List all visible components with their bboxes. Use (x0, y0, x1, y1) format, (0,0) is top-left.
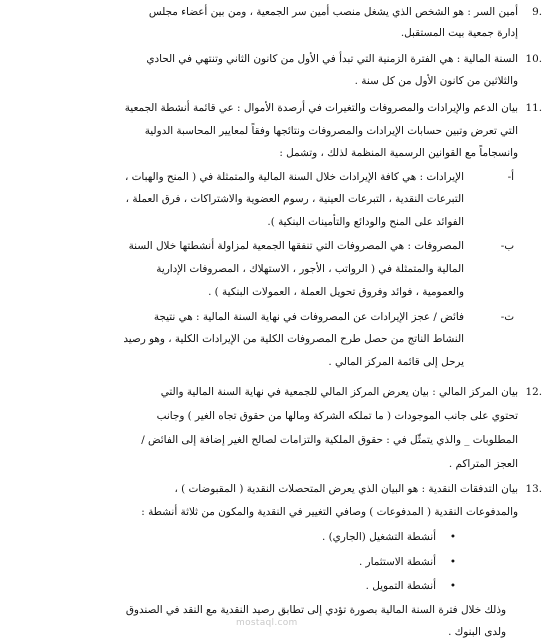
activity-financing: أنشطة التمويل . (365, 580, 436, 592)
item-12-line-2: تحتوي على جانب الموجودات ( ما تملكه الشركة ومالها من حقوق تجاه الغير ) وجانب (156, 410, 518, 422)
activity-investing: أنشطة الاستثمار . (358, 556, 436, 568)
sub-item-label: ت- (500, 311, 514, 323)
sub-item-label: ب- (500, 240, 514, 252)
sub-b-line-3: والعمومية ، فوائد وفروق تحويل العملة ، العمولات البنكية ) . (208, 286, 464, 298)
sub-a-line-2: التبرعات النقدية ، التبرعات العينية ، رسوم العضوية والاشتراكات ، فرق العملة ، (125, 193, 464, 205)
item-number: 12. (525, 386, 542, 398)
item-12-line-1: بيان المركز المالي : بيان يعرض المركز المالي للجمعية في نهاية السنة المالية والتي (160, 386, 518, 398)
item-10-line-1: السنة المالية : هي الفترة الزمنية التي تبدأ في الأول من كانون الثاني وتنتهي في الحادي (146, 53, 518, 65)
item-number: 13. (525, 483, 542, 495)
sub-c-line-3: يرحل إلى قائمة المركز المالي . (328, 356, 464, 368)
sub-b-line-2: المالية والمتمثلة في ( الرواتب ، الأجور ، الاستهلاك ، المصروفات الإدارية (156, 263, 464, 275)
item-11-line-3: وانسجاماً مع القوانين الرسمية المنظمة لذلك ، وتشمل : (279, 147, 518, 159)
closing-line-2: ولدى البنوك . (448, 626, 506, 638)
bullet-icon: • (449, 580, 456, 592)
item-12-line-3: المطلوبات _ والذي يتمثّل في : حقوق الملكية والتزامات لصالح الغير إضافة إلى الفائض / (141, 434, 518, 446)
item-9-line-2: إدارة جمعية بيت المستقبل. (400, 27, 518, 39)
item-10-line-2: والثلاثين من كانون الأول من كل سنة . (354, 75, 518, 87)
sub-c-line-2: النشاط الناتج من حصل طرح المصروفات الكلية من الإيرادات الكلية ، وهو رصيد (123, 333, 464, 345)
activity-operating: أنشطة التشغيل (الجاري) . (321, 531, 436, 543)
sub-c-line-1: فائض / عجز الإيرادات عن المصروفات في نهاية السنة المالية : هي نتيجة (153, 311, 464, 323)
item-number: 9. (532, 6, 542, 18)
closing-line-1: وذلك خلال فترة السنة المالية بصورة تؤدي إلى تطابق رصيد النقدية مع النقد في الصندوق (125, 604, 506, 616)
sub-a-line-3: الفوائد على المنح والودائع والتأمينات البنكية ). (267, 216, 464, 228)
sub-a-line-1: الإيرادات : هي كافة الإيرادات خلال السنة المالية والمتمثلة في ( المنح والهبات ، (124, 171, 464, 183)
item-9-line-1: أمين السر : هو الشخص الذي يشغل منصب أمين سر الجمعية ، ومن بين أعضاء مجلس (148, 6, 518, 18)
bullet-icon: • (449, 556, 456, 568)
item-number: 11. (525, 102, 542, 114)
sub-item-label: أ- (507, 171, 514, 183)
item-11-line-2: التي تعرض وتبين حسابات الإيرادات والمصروفات ونتائجها وفقاً لمعايير المحاسبة الدولية (144, 125, 518, 137)
item-12-line-4: العجز المتراكم . (448, 458, 518, 470)
bullet-icon: • (449, 531, 456, 543)
item-11-line-1: بيان الدعم والإيرادات والمصروفات والتغيرات في أرصدة الأموال : عي قائمة أنشطة الجمعية (124, 102, 518, 114)
watermark: mostaql.com (236, 618, 298, 628)
item-13-line-1: بيان التدفقات النقدية : هو البيان الذي يعرض المتحصلات النقدية ( المقبوضات ) ، (174, 483, 518, 495)
item-13-line-2: والمدفوعات النقدية ( المدفوعات ) وصافي التغيير في النقدية والمكون من ثلاثة أنشطة : (141, 506, 518, 518)
item-number: 10. (525, 53, 542, 65)
sub-b-line-1: المصروفات : هي المصروفات التي تنفقها الجمعية لمزاولة أنشطتها خلال السنة (128, 240, 464, 252)
